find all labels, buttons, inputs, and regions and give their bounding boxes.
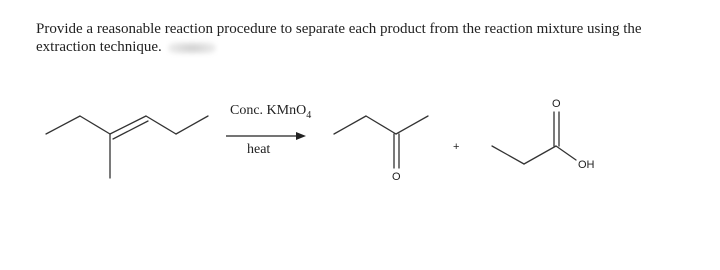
reaction-arrow bbox=[226, 132, 306, 140]
plus-sign: + bbox=[453, 141, 460, 153]
acid-hydroxyl-label: OH bbox=[578, 159, 595, 171]
reactant-bond bbox=[46, 116, 80, 134]
reactant-bond bbox=[80, 116, 110, 134]
reactant-bond bbox=[176, 116, 208, 134]
condition-label: heat bbox=[247, 142, 271, 157]
arrow-head bbox=[296, 132, 306, 140]
acid-oxygen-label: O bbox=[552, 98, 561, 110]
acid-bond bbox=[524, 146, 556, 164]
question-text-content: Provide a reasonable reaction procedure to separate each product from the reaction mixture using the extraction technique. bbox=[36, 21, 642, 55]
reactant-structure bbox=[46, 116, 208, 178]
ketone-bond bbox=[396, 116, 428, 134]
acid-product-structure bbox=[492, 112, 576, 164]
ketone-product-structure bbox=[334, 116, 428, 168]
ketone-oxygen-label: O bbox=[392, 171, 401, 183]
reactant-bond bbox=[146, 116, 176, 134]
acid-hydroxyl-bond bbox=[556, 146, 576, 160]
acid-bond bbox=[492, 146, 524, 164]
ketone-bond bbox=[334, 116, 366, 134]
reagent-subscript: 4 bbox=[306, 109, 312, 121]
ketone-bond bbox=[366, 116, 396, 134]
reagent-text: Conc. KMnO bbox=[230, 103, 307, 118]
